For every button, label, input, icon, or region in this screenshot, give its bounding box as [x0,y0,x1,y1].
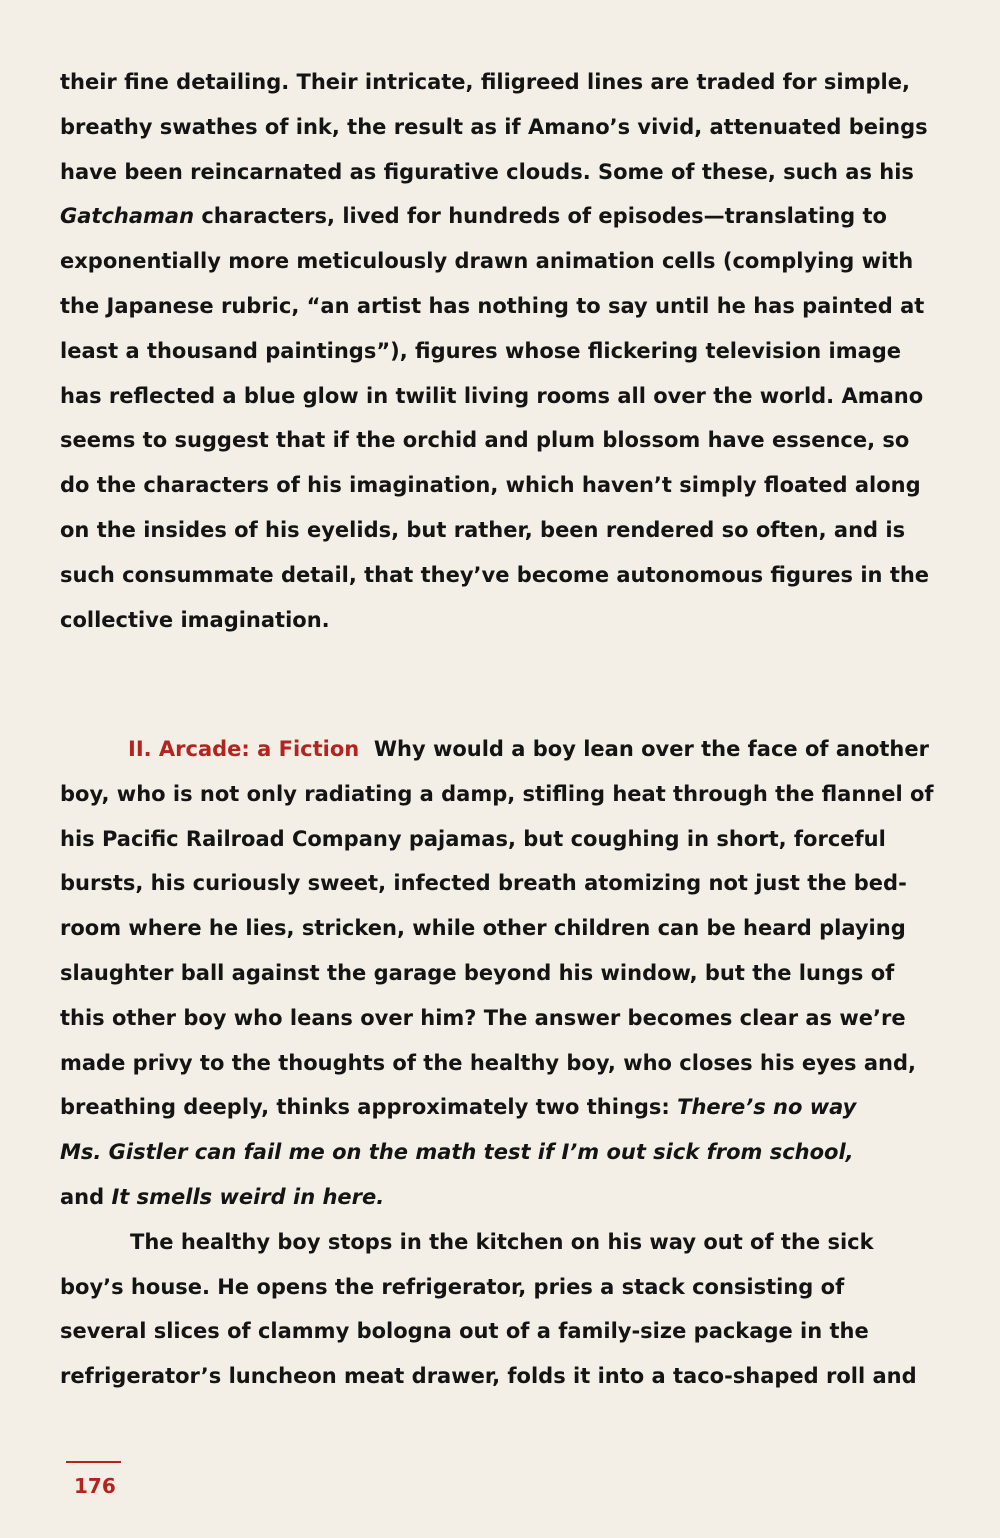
text-line: refrigerator’s luncheon meat drawer, folds it into a taco-shaped roll and [60,1364,917,1389]
text-fragment: Why would a boy lean over the face of another [373,737,929,761]
italic-thought: It smells weird in here. [111,1184,385,1209]
text-line: has reflected a blue glow in twilit living rooms all over the world. Amano [60,383,924,408]
italic-thought: Ms. Gistler can fail me on the math test if I’m out sick from school, [60,1140,854,1165]
italic-thought: There’s no way [677,1095,857,1120]
text-fragment: characters, lived for hundreds of episodes—translating to [201,204,887,229]
folio-rule [66,1461,121,1463]
text-line: The healthy boy stops in the kitchen on his way out of the sick [130,1229,874,1254]
text-line: made privy to the thoughts of the healthy boy, who closes his eyes and, [60,1050,916,1075]
italic-title: Gatchaman [60,204,195,229]
text-line: several slices of clammy bologna out of a family-size package in the [60,1319,869,1344]
section-heading: II. Arcade: a Fiction [128,737,360,761]
text-line: breathy swathes of ink, the result as if Amano’s vivid, attenuated beings [60,114,928,139]
text-line: exponentially more meticulously drawn animation cells (complying with [60,249,914,274]
text-line: do the characters of his imagination, which haven’t simply floated along [60,473,921,498]
section-arcade [60,727,944,1399]
text-line: boy’s house. He opens the refrigerator, pries a stack consisting of [60,1274,845,1299]
text-line: on the insides of his eyelids, but rather, been rendered so often, and is [60,517,906,542]
text-line [60,194,944,239]
section-first-line [60,727,944,772]
text-line: collective imagination. [60,607,330,632]
text-line: his Pacific Railroad Company pajamas, but coughing in short, forceful [60,826,886,851]
page-number: 176 [74,1474,116,1498]
text-line: have been reincarnated as figurative clouds. Some of these, such as his [60,159,914,184]
text-line: least a thousand paintings”), figures whose flickering television image [60,338,902,363]
text-line [60,1130,944,1175]
text-fragment: breathing deeply, thinks approximately two things: [60,1095,670,1120]
text-fragment: and [60,1184,105,1209]
text-line [60,1085,944,1130]
text-line: this other boy who leans over him? The answer becomes clear as we’re [60,1005,906,1030]
text-line [60,1175,944,1220]
text-line: such consummate detail, that they’ve become autonomous figures in the [60,562,930,587]
body-paragraph-1 [60,60,944,642]
text-line: bursts, his curiously sweet, infected breath atomizing not just the bed- [60,871,907,896]
text-line: their fine detailing. Their intricate, filigreed lines are traded for simple, [60,70,910,94]
text-line: room where he lies, stricken, while other children can be heard playing [60,916,906,941]
text-line: the Japanese rubric, “an artist has nothing to say until he has painted at [60,293,925,318]
text-line: slaughter ball against the garage beyond his window, but the lungs of [60,960,895,985]
text-line: boy, who is not only radiating a damp, stifling heat through the flannel of [60,781,934,806]
text-line: seems to suggest that if the orchid and plum blossom have essence, so [60,428,910,453]
